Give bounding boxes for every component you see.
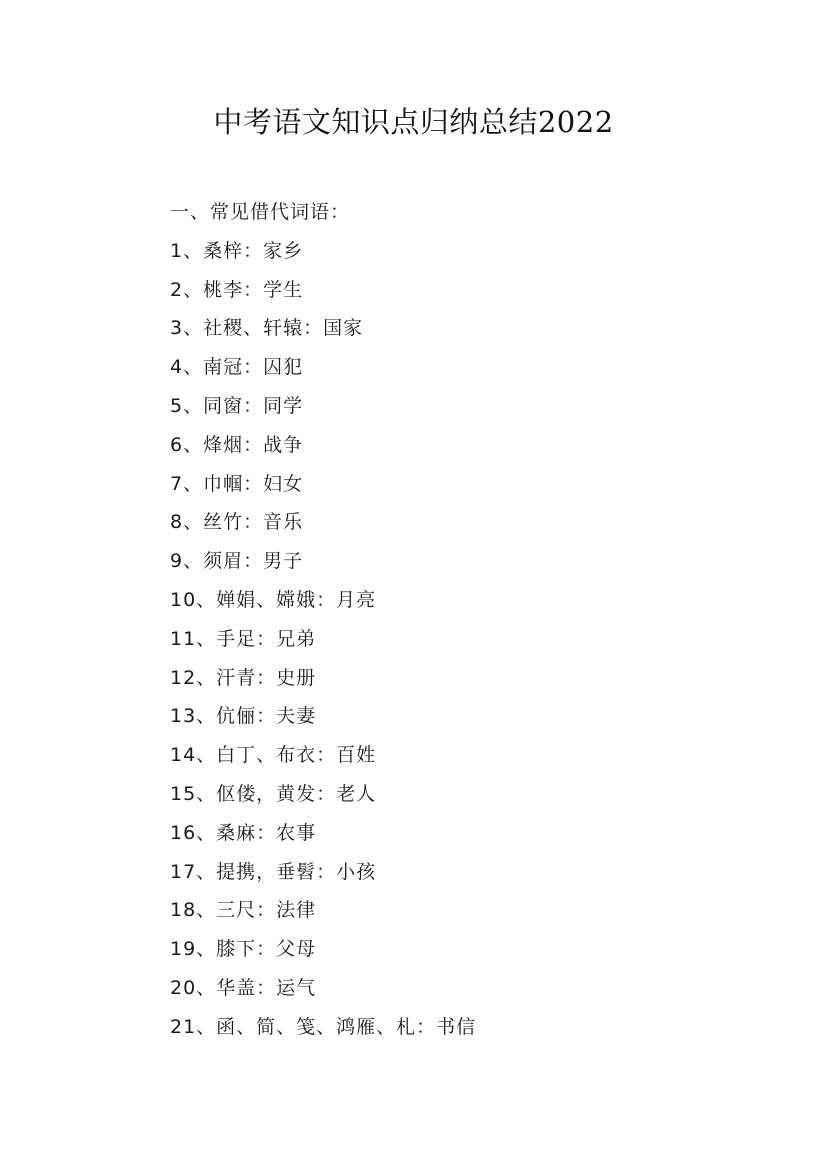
list-item: 8、丝竹：音乐 xyxy=(170,511,304,534)
list-item: 1、桑梓：家乡 xyxy=(170,239,304,262)
list-item: 12、汗青：史册 xyxy=(170,666,317,689)
list-item: 13、伉俪：夫妻 xyxy=(170,705,317,728)
list-item: 14、白丁、布衣：百姓 xyxy=(170,744,377,767)
list-item: 10、婵娟、嫦娥：月亮 xyxy=(170,588,377,611)
list-item: 11、手足：兄弟 xyxy=(170,627,317,650)
list-item: 17、提携，垂髫：小孩 xyxy=(170,860,377,883)
list-item: 4、南冠：囚犯 xyxy=(170,356,304,379)
list-item: 21、函、简、笺、鸿雁、札：书信 xyxy=(170,1015,477,1038)
list-item: 16、桑麻：农事 xyxy=(170,821,317,844)
list-item: 15、伛偻，黄发：老人 xyxy=(170,782,377,805)
section-heading: 一、常见借代词语： xyxy=(170,201,351,223)
document-body xyxy=(170,193,770,1047)
list-item: 6、烽烟：战争 xyxy=(170,433,304,456)
list-item: 18、三尺：法律 xyxy=(170,899,317,922)
list-item: 3、社稷、轩辕：国家 xyxy=(170,317,364,340)
list-item: 20、华盖：运气 xyxy=(170,976,317,999)
list-item: 7、巾帼：妇女 xyxy=(170,472,304,495)
list-item: 19、膝下：父母 xyxy=(170,938,317,961)
list-item: 2、桃李：学生 xyxy=(170,278,304,301)
list-item: 9、须眉：男子 xyxy=(170,550,304,573)
document-title: 中考语文知识点归纳总结2022 xyxy=(213,105,614,139)
list-item: 5、同窗：同学 xyxy=(170,394,304,417)
item-list xyxy=(170,232,770,1047)
